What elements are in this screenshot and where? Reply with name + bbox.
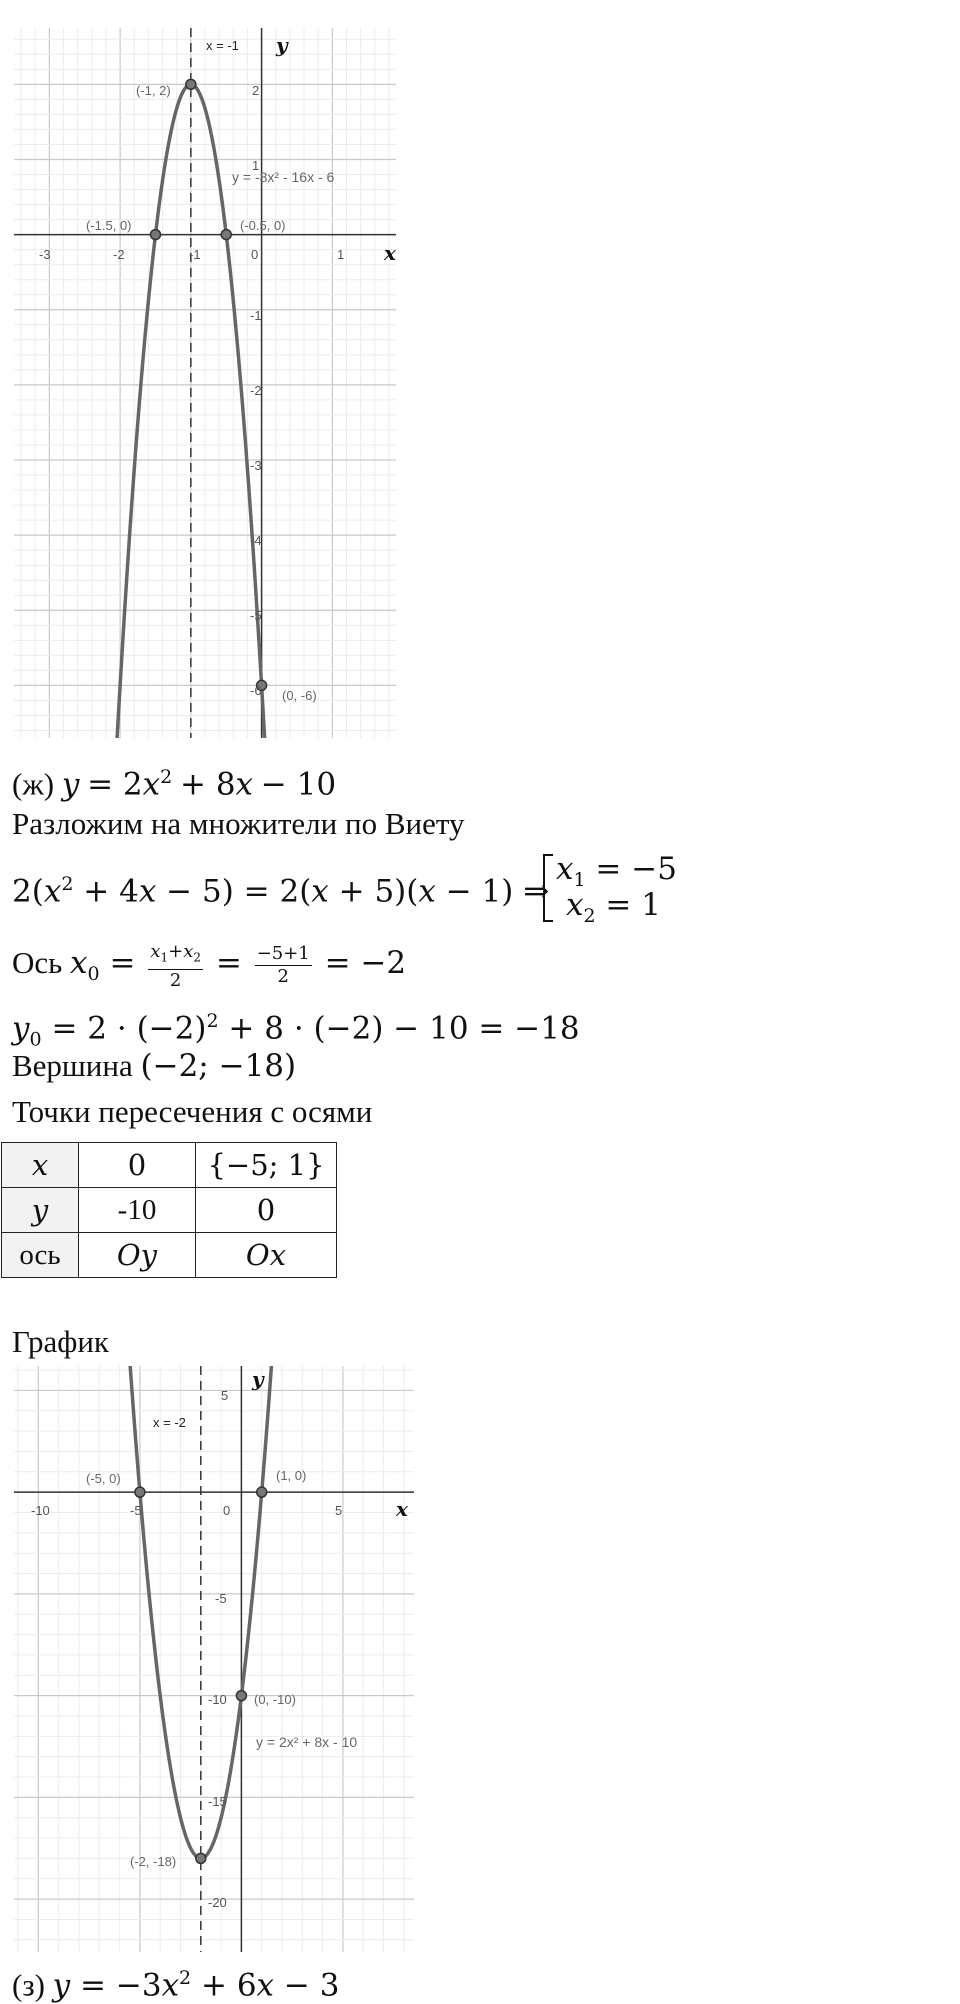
graph-2-y-tick-label: -15 bbox=[208, 1794, 227, 1809]
graph-2-x-tick-label: -5 bbox=[130, 1503, 142, 1518]
graph-1-y-tick-label: -6 bbox=[250, 683, 262, 698]
axis-word: Ось bbox=[12, 944, 63, 980]
vertex-label: Вершина bbox=[12, 1048, 133, 1083]
graph-2-y-tick-label: -5 bbox=[215, 1591, 227, 1606]
roots-bracket bbox=[540, 852, 556, 924]
graph-1-y-tick-label: -5 bbox=[250, 608, 262, 623]
data-point bbox=[196, 1853, 206, 1863]
table-row bbox=[2, 1233, 337, 1278]
root-x1: $x_1 = -5$ bbox=[556, 851, 677, 892]
graph-1-y-axis-label: y bbox=[276, 33, 288, 57]
data-point bbox=[135, 1487, 145, 1497]
graph-2-x-tick-label: 0 bbox=[223, 1503, 231, 1518]
table-row-head: x bbox=[2, 1143, 79, 1188]
graph-2-y-tick-label: -10 bbox=[208, 1692, 227, 1707]
table-cell: -10 bbox=[79, 1188, 196, 1233]
graph-1-point-label: (-1.5, 0) bbox=[86, 218, 132, 233]
graph-1-x-tick-label: 0 bbox=[251, 247, 259, 262]
table-cell: Ox bbox=[196, 1233, 337, 1278]
factor-heading: Разложим на множители по Виету bbox=[12, 806, 465, 841]
graph-2-x-tick-label: -10 bbox=[31, 1503, 50, 1518]
vertex-line bbox=[12, 1047, 296, 1085]
graph-1-point-label: (0, -6) bbox=[282, 688, 317, 703]
graph-2-curve-label: y = 2x² + 8x - 10 bbox=[256, 1734, 358, 1750]
problem-z-equation: (з) $y = -3x^2 + 6x - 3$ bbox=[12, 1967, 340, 2004]
graph-2-y-tick-label: -20 bbox=[208, 1895, 227, 1910]
graph-1-grid bbox=[14, 28, 396, 738]
graph-1-y-tick-label: 1 bbox=[252, 158, 260, 173]
axis-formula: Ось $x_0$ = $\frac{x_1+x_2}{2}$ = $\frac{-5+1}{2}$ = −2 bbox=[12, 941, 407, 991]
graph-2-vertical-line-label: x = -2 bbox=[153, 1415, 186, 1430]
graph-2-point-label: (-5, 0) bbox=[86, 1471, 121, 1486]
graph-2-x-tick-label: 5 bbox=[335, 1503, 343, 1518]
vertex-value: (−2; −18) bbox=[140, 1048, 297, 1084]
graph-2-point-label: (1, 0) bbox=[276, 1468, 307, 1483]
data-point bbox=[221, 230, 231, 240]
graph-1-y-tick-label: -1 bbox=[250, 308, 262, 323]
data-point bbox=[186, 79, 196, 89]
graph-2-y-axis-label: y bbox=[252, 1367, 264, 1391]
graph-1-curve-label: y = -8x² - 16x - 6 bbox=[232, 169, 335, 185]
table-cell: 0 bbox=[79, 1143, 196, 1188]
root-x2: $x_2 = 1$ bbox=[566, 887, 661, 928]
table-row bbox=[2, 1143, 337, 1188]
table-cell: Oy bbox=[79, 1233, 196, 1278]
problem-zh-label: (ж) bbox=[12, 766, 55, 802]
graph-1-point-label: (-1, 2) bbox=[136, 83, 171, 98]
data-point bbox=[150, 230, 160, 240]
factorization-line: $2(x^2 + 4x - 5) = 2(x + 5)(x - 1)$ ⇒ bbox=[12, 873, 550, 910]
problem-z-label: (з) bbox=[12, 1967, 45, 2003]
graph-1-x-tick-label: -1 bbox=[189, 247, 201, 262]
table-cell: {−5; 1} bbox=[196, 1143, 337, 1188]
graph-1-y-tick-label: -4 bbox=[250, 533, 262, 548]
graph-1-vertical-line-label: x = -1 bbox=[206, 38, 239, 53]
vertex-y-calc: $y_0 = 2 \cdot (-2)^2 + 8 \cdot (-2) - 10 = -18$ bbox=[12, 1010, 580, 1051]
graph-1-y-tick-label: -3 bbox=[250, 458, 262, 473]
table-row-head: ось bbox=[2, 1233, 79, 1278]
graph-2-y-tick-label: 5 bbox=[221, 1388, 229, 1403]
data-point bbox=[236, 1691, 246, 1701]
graph-2-point-label: (-2, -18) bbox=[130, 1854, 177, 1869]
graph-2-grid bbox=[14, 1366, 414, 1952]
graph-1-point-label: (-0.5, 0) bbox=[240, 218, 286, 233]
graph-2-x-axis-label: x bbox=[396, 1497, 408, 1521]
graph-heading: График bbox=[12, 1324, 109, 1359]
graph-1-y-tick-label: 2 bbox=[252, 83, 260, 98]
graph-1-x-tick-label: -2 bbox=[113, 247, 125, 262]
table-cell: 0 bbox=[196, 1188, 337, 1233]
graph-2 bbox=[14, 1366, 418, 1956]
data-point bbox=[257, 1487, 267, 1497]
problem-zh-equation: (ж) $y = 2x^2 + 8x - 10$ bbox=[12, 766, 337, 803]
intersections-heading: Точки пересечения с осями bbox=[12, 1094, 373, 1129]
table-row-head: y bbox=[2, 1188, 79, 1233]
graph-2-point-label: (0, -10) bbox=[254, 1692, 296, 1707]
table-row bbox=[2, 1188, 337, 1233]
graph-1-x-tick-label: -3 bbox=[39, 247, 51, 262]
graph-1-x-axis-label: x bbox=[384, 241, 396, 265]
graph-1 bbox=[14, 28, 404, 748]
graph-1-y-tick-label: -2 bbox=[250, 383, 262, 398]
graph-1-x-tick-label: 1 bbox=[337, 247, 345, 262]
intersections-table bbox=[1, 1142, 337, 1278]
